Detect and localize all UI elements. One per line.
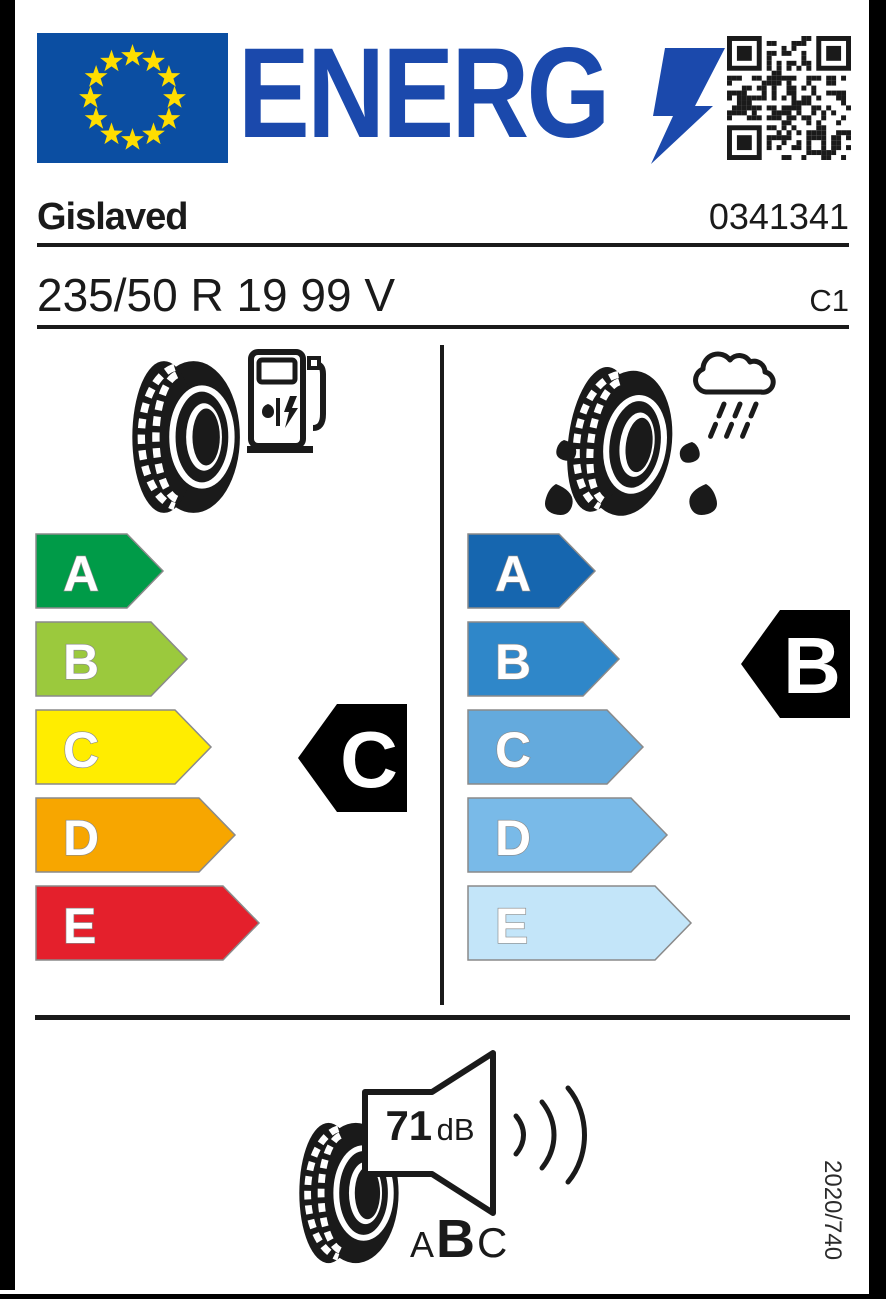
svg-text:B: B <box>63 634 100 690</box>
svg-text:B: B <box>495 634 532 690</box>
fuel-rating-indicator <box>297 702 409 814</box>
noise-class-a: A <box>410 1224 435 1265</box>
wet-grade-arrow-c <box>467 709 645 785</box>
tire-class: C1 <box>809 283 849 318</box>
left-border <box>0 0 15 1290</box>
sound-waves-icon <box>508 1060 600 1210</box>
fuel-grade-arrow-c <box>35 709 213 785</box>
water-splash-icon <box>676 440 726 524</box>
svg-text:B: B <box>783 621 841 710</box>
separator-line <box>37 243 849 247</box>
fuel-grade-arrow-b <box>35 621 189 697</box>
tire-size: 235/50 R 19 99 V <box>37 269 396 321</box>
lightning-bolt-icon <box>645 48 731 164</box>
separator-line <box>35 1015 850 1020</box>
svg-text:A: A <box>495 546 532 602</box>
svg-text:E: E <box>495 898 529 954</box>
svg-text:C: C <box>340 715 398 804</box>
svg-text:A: A <box>63 546 100 602</box>
noise-class-scale <box>410 1208 507 1270</box>
noise-value: 71 <box>385 1102 433 1149</box>
svg-text:C: C <box>63 722 100 778</box>
fuel-grade-arrow-a <box>35 533 165 609</box>
noise-unit: dB <box>436 1112 475 1147</box>
right-border <box>869 0 886 1299</box>
fuel-grade-arrow-e <box>35 885 261 961</box>
svg-text:E: E <box>63 898 97 954</box>
wet-grade-arrow-b <box>467 621 621 697</box>
fuel-efficiency-tire-icon <box>126 356 242 518</box>
rain-cloud-icon <box>680 346 784 448</box>
noise-class-b: B <box>436 1209 476 1269</box>
svg-text:D: D <box>495 810 532 866</box>
fuel-pump-icon <box>247 348 327 456</box>
qr-code <box>727 36 851 160</box>
brand-name: Gislaved <box>37 196 188 238</box>
wet-grade-arrow-e <box>467 885 693 961</box>
noise-class-c: C <box>477 1219 508 1266</box>
wet-rating-indicator <box>740 608 852 720</box>
label-id: 0341341 <box>708 196 849 237</box>
wet-grade-arrow-d <box>467 797 669 873</box>
svg-text:D: D <box>63 810 100 866</box>
separator-line <box>37 325 849 329</box>
energy-logo-text: ENERG <box>238 22 608 165</box>
fuel-grade-arrow-d <box>35 797 237 873</box>
eu-flag-icon <box>37 33 228 163</box>
regulation-number: 2020/740 <box>819 1160 846 1261</box>
noise-value-box <box>372 1102 488 1150</box>
water-splash-icon <box>536 438 580 522</box>
column-divider <box>440 345 444 1005</box>
wet-grade-arrow-a <box>467 533 597 609</box>
bottom-border <box>0 1294 886 1299</box>
svg-text:C: C <box>495 722 532 778</box>
